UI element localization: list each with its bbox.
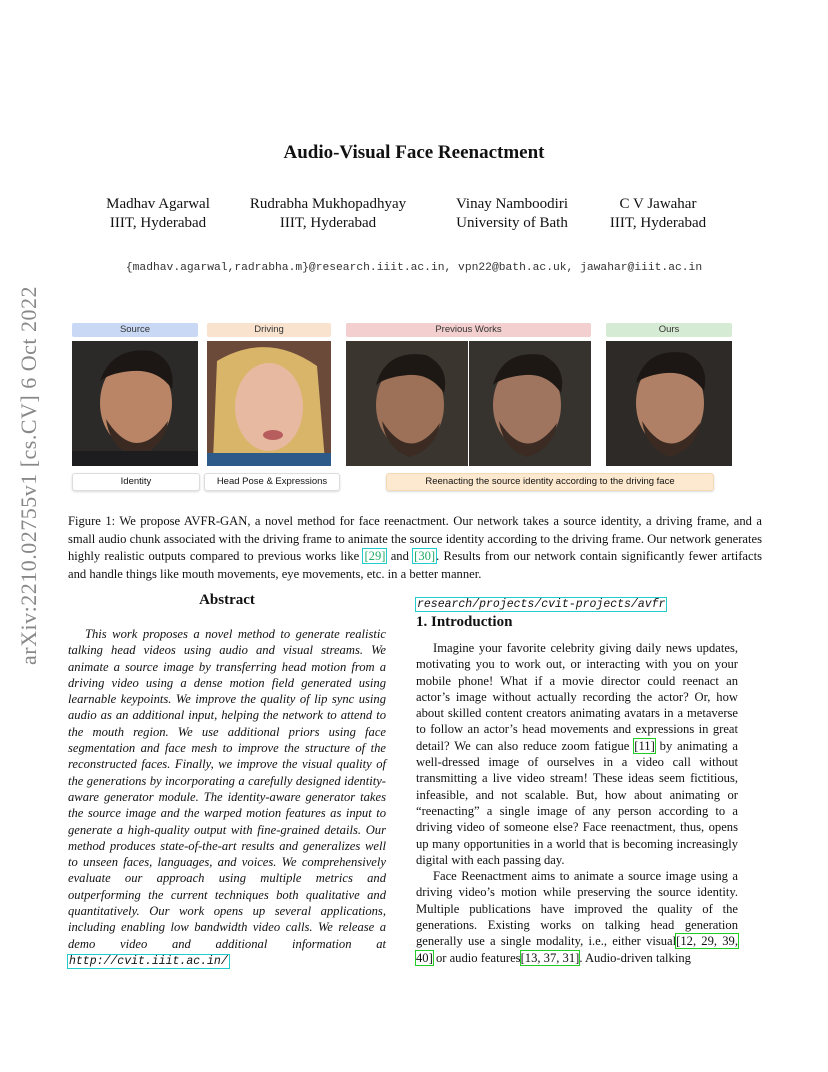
source-face-image: [72, 341, 198, 466]
tag-previous-works: Previous Works: [346, 323, 591, 337]
intro-paragraph-2: [416, 868, 738, 966]
tag-driving: Driving: [207, 323, 331, 337]
intro-text: by animating a well-dressed image of ourselves in a video call without transmitting a live video stream! These ideas seem fictitious, infeasible, and not scalable. But, how about animating or “reenacting” a single image of any person according to a driving video of someone else? Face reenactment, thus, opens up many opportunities in a world that is becoming increasingly digital with each passing day.: [416, 738, 739, 867]
previous-work-2-image: [469, 341, 591, 466]
author-3: [432, 195, 592, 233]
citation-link[interactable]: [30]: [414, 549, 436, 563]
citation-link[interactable]: [13, 37, 31]: [520, 950, 580, 965]
arxiv-id: arXiv:2210.02755v1 [cs.CV] 6 Oct 2022: [16, 285, 41, 665]
author-1: [78, 195, 238, 233]
author-name: Madhav Agarwal: [106, 196, 210, 212]
project-url-link-cont[interactable]: research/projects/cvit-projects/avfr: [417, 598, 666, 611]
ours-face-image: [606, 341, 732, 466]
figure-caption: [68, 513, 762, 583]
url-continuation: [416, 594, 666, 612]
author-name: Rudrabha Mukhopadhyay: [249, 196, 407, 212]
intro-paragraph-1: [416, 640, 738, 868]
author-2: [238, 195, 418, 233]
intro-text: . Audio-driven talking: [579, 950, 691, 965]
citation-link[interactable]: [29]: [364, 549, 386, 563]
paper-title: Audio-Visual Face Reenactment: [283, 142, 545, 163]
author-4: [588, 195, 728, 233]
reenacting-label: Reenacting the source identity according to the driving face: [386, 473, 714, 491]
introduction-heading: 1. Introduction: [416, 614, 513, 630]
caption-text: . Results from our network contain significantly fewer artifacts and handle things like mouth movements, eye movements, etc. in a better manner.: [68, 549, 762, 581]
author-name: C V Jawahar: [619, 196, 697, 212]
citation-link[interactable]: [12, 29, 39, 40]: [416, 934, 738, 965]
caption-text: and: [386, 549, 414, 563]
project-url-link[interactable]: http://cvit.iiit.ac.in/: [69, 954, 228, 968]
abstract-text: This work proposes a novel method to generate realistic talking head videos using audio and visual streams. We animate a source image by transferring head motion from a driving video using a dense motion field generated using learnable keypoints. We improve the quality of lip sync using audio as an additional input, helping the network to attend to the mouth region. We use additional priors using face segmentation and face mesh to improve the structure of the reconstructed faces. Finally, we improve the visual quality of the generations by incorporating a carefully designed identity-aware generator module. The identity-aware generator takes the source image and the warped motion features as input to generate a high-quality output with fine-grained details. Our method produces state-of-the-art results and generalizes well to unseen faces, languages, and voices. We comprehensively evaluate our approach using multiple metrics and outperforming the current techniques both qualitative and quantitatively. Our work opens up several applications, including enabling low bandwidth video calls. We release a demo video and additional information at: [68, 627, 386, 951]
author-name: Vinay Namboodiri: [456, 196, 568, 212]
abstract-heading: Abstract: [199, 592, 255, 608]
tag-ours: Ours: [606, 323, 732, 337]
author-affiliation: IIIT, Hyderabad: [609, 215, 707, 231]
driving-face-image: [207, 341, 331, 466]
intro-text: Imagine your favorite celebrity giving daily news updates, motivating you to work out, or interacting with you on your mobile phone! What if a movie director could reenact an actor’s image without actually recording the actor? Or, how about skilled content creators animating avatars in a metaverse to follow an actor’s head movements and expressions in great detail? We can also reduce zoom fatigue: [416, 641, 738, 753]
intro-text: or audio features: [432, 950, 521, 965]
caption-text: Figure 1: We propose AVFR-GAN, a novel method for face reenactment. Our network takes a source identity, a driving frame, and a small audio chunk associated with the driving frame to animate the source identity according to the driving frame. Our network generates highly realistic outputs compared to previous works like: [68, 514, 762, 563]
introduction-body: [416, 640, 738, 966]
intro-text: Face Reenactment aims to animate a source image using a driving video’s motion while preserving the source identity. Multiple publications have improved the quality of the generations. Existing works on talking head generation generally use a single modality, i.e., either visual: [416, 869, 738, 949]
head-pose-label: Head Pose & Expressions: [204, 473, 340, 491]
identity-label: Identity: [72, 473, 200, 491]
author-affiliation: IIIT, Hyderabad: [109, 215, 207, 231]
previous-work-1-image: [346, 341, 468, 466]
author-affiliation: IIIT, Hyderabad: [279, 215, 377, 231]
author-emails: {madhav.agarwal,radrabha.m}@research.iiit.ac.in, vpn22@bath.ac.uk, jawahar@iiit.ac.in: [125, 262, 703, 274]
abstract-body: [68, 626, 386, 970]
tag-source: Source: [72, 323, 198, 337]
citation-link[interactable]: [11]: [634, 738, 655, 753]
author-affiliation: University of Bath: [456, 215, 568, 231]
